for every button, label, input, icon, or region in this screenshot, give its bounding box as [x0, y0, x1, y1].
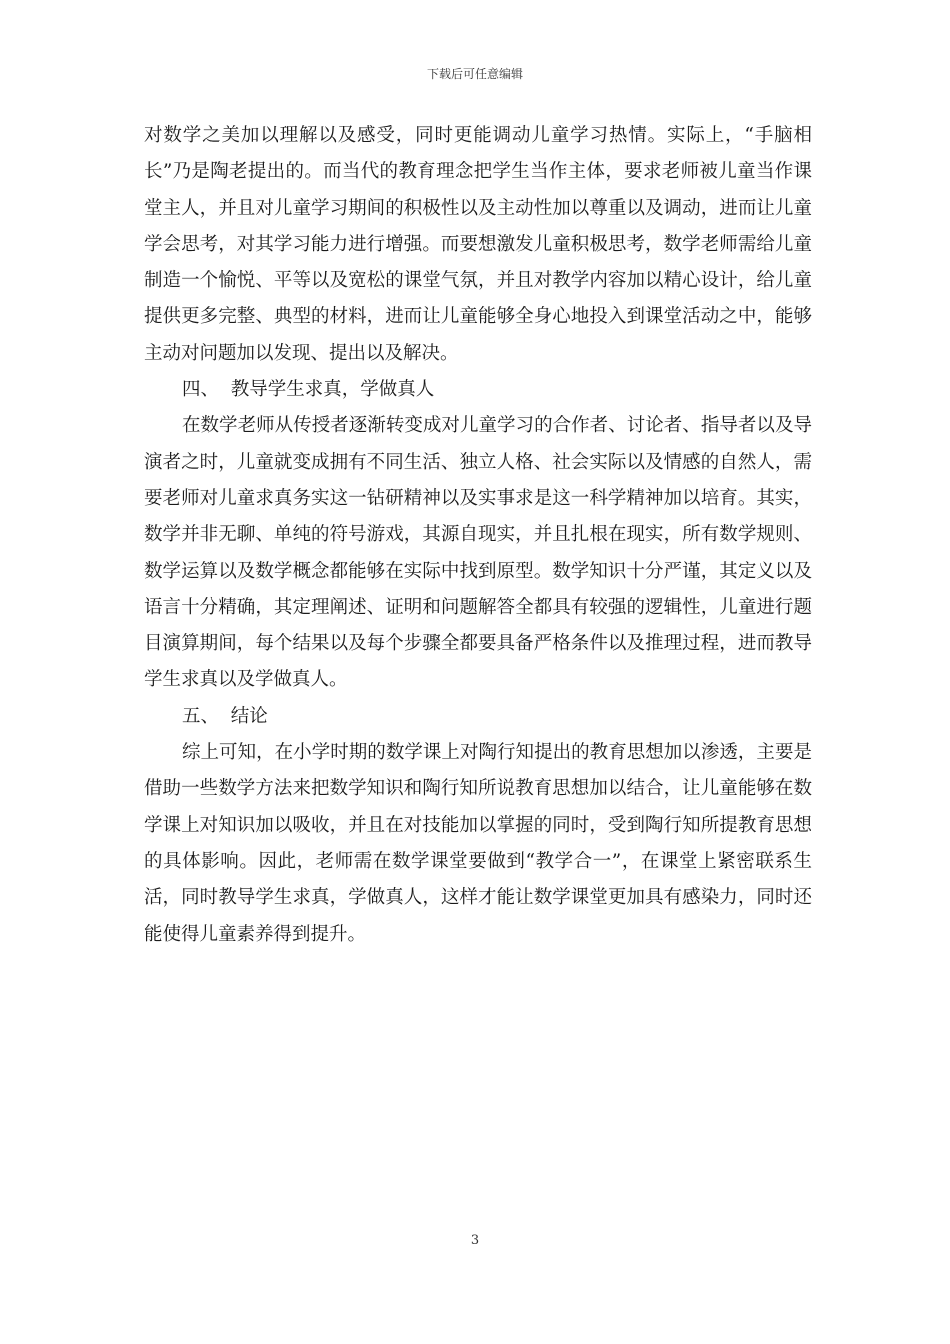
paragraph-continued: 对数学之美加以理解以及感受，同时更能调动儿童学习热情。实际上，“手脑相长”乃是陶老提出的。而当代的教育理念把学生当作主体，要求老师被儿童当作课堂主人，并且对儿童学习期间的积极性以及主动性加以尊重以及调动，进而让儿童学会思考，对其学习能力进行增强。而要想激发儿童积极思考，数学老师需给儿童制造一个愉悦、平等以及宽松的课堂气氛，并且对教学内容加以精心设计，给儿童提供更多完整、典型的材料，进而让儿童能够全身心地投入到课堂活动之中，能够主动对问题加以发现、提出以及解决。: [144, 125, 812, 364]
paragraph-conclusion: 综上可知，在小学时期的数学课上对陶行知提出的教育思想加以渗透，主要是借助一些数学方法来把数学知识和陶行知所说教育思想加以结合，让儿童能够在数学课上对知识加以吸收，并且在对技能加以掌握的同时，受到陶行知所提教育思想的具体影响。因此，老师需在数学课堂要做到“教学合一”，在课堂上紧密联系生活，同时教导学生求真，学做真人，这样才能让数学课堂更加具有感染力，同时还能使得儿童素养得到提升。: [144, 742, 812, 945]
page-number: 3: [470, 1233, 480, 1248]
section-heading-5: 五、 结论: [182, 705, 268, 727]
page-header: 下载后可任意编辑: [426, 67, 523, 81]
document-body: [144, 118, 812, 953]
paragraph-section-4: 在数学老师从传授者逐渐转变成对儿童学习的合作者、讨论者、指导者以及导演者之时，儿童就变成拥有不同生活、独立人格、社会实际以及情感的自然人，需要老师对儿童求真务实这一钻研精神以及实事求是这一科学精神加以培育。其实，数学并非无聊、单纯的符号游戏，其源自现实，并且扎根在现实，所有数学规则、数学运算以及数学概念都能够在实际中找到原型。数学知识十分严谨，其定义以及语言十分精确，其定理阐述、证明和问题解答全都具有较强的逻辑性，儿童进行题目演算期间，每个结果以及每个步骤全都要具备严格条件以及推理过程，进而教导学生求真以及学做真人。: [144, 415, 812, 691]
section-heading-4: 四、 教导学生求真，学做真人: [182, 379, 435, 401]
